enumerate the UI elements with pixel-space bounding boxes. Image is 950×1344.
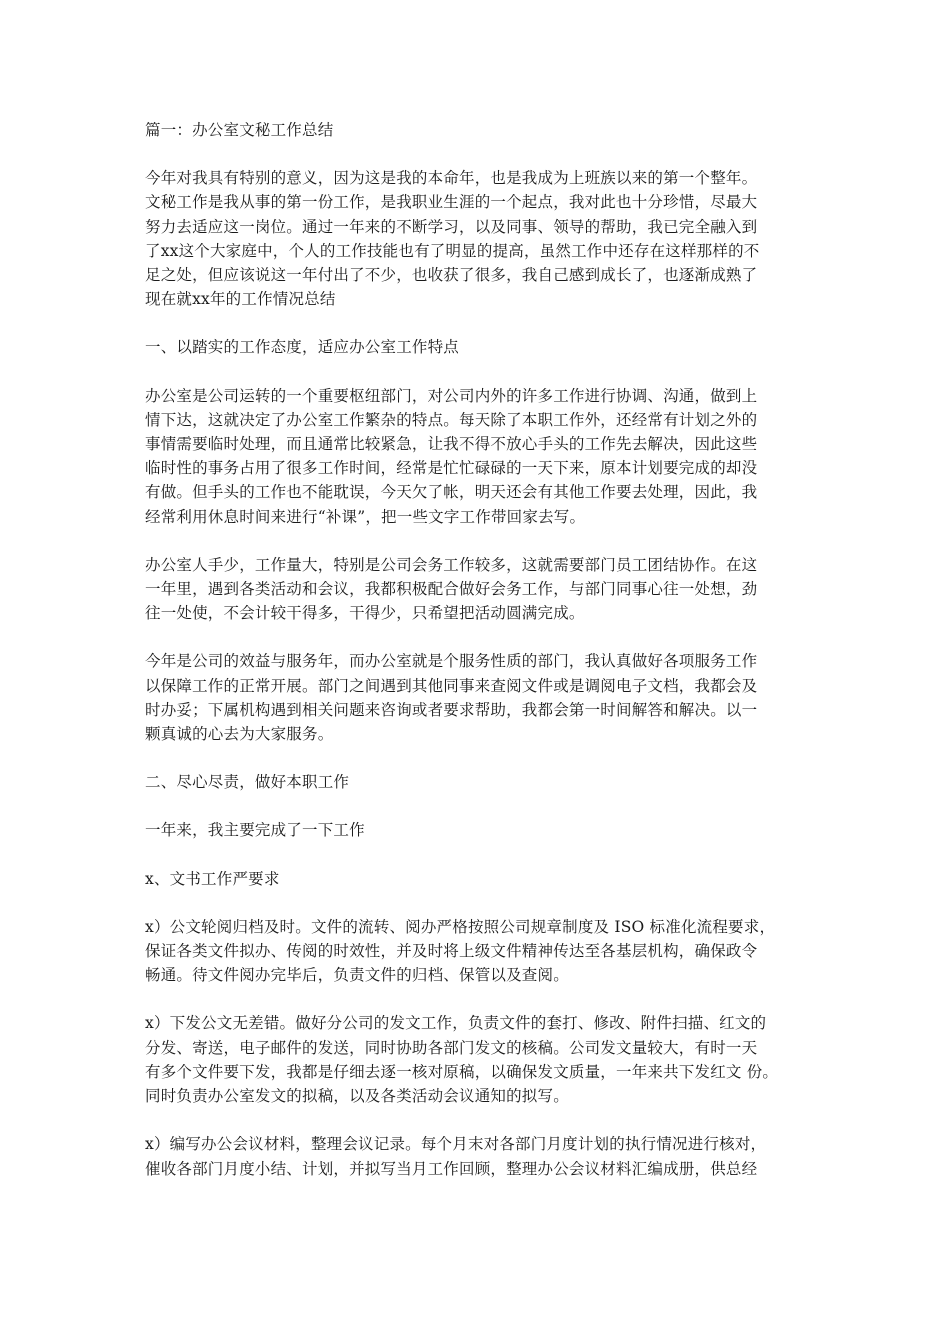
text-line: 情下达，这就决定了办公室工作繁杂的特点。每天除了本职工作外，还经常有计划之外的 — [145, 410, 758, 429]
text-line: 现在就xx年的工作情况总结 — [145, 290, 336, 309]
text-line: 临时性的事务占用了很多工作时间，经常是忙忙碌碌的一天下来，原本计划要完成的却没 — [145, 459, 758, 478]
section1-paragraph-3 — [145, 649, 805, 746]
text-line: 足之处，但应该说这一年付出了不少，也收获了很多，我自己感到成长了，也逐渐成熟了 — [145, 266, 758, 285]
text-line: 有做。但手头的工作也不能耽误，今天欠了帐，明天还会有其他工作要去处理，因此，我 — [145, 483, 758, 502]
text-line: 分发、寄送，电子邮件的发送，同时协助各部门发文的核稿。公司发文量较大，有时一天 — [145, 1038, 758, 1057]
text-line: 往一处使，不会计较干得多，干得少，只希望把活动圆满完成。 — [145, 604, 585, 623]
item-1-paragraph — [145, 915, 805, 988]
item-3-paragraph — [145, 1132, 805, 1180]
subsection-heading: x、文书工作严要求 — [145, 869, 280, 888]
text-line: 努力去适应这一岗位。通过一年来的不断学习，以及同事、领导的帮助，我已完全融入到 — [145, 217, 758, 236]
text-line: 事情需要临时处理，而且通常比较紧急，让我不得不放心手头的工作先去解决，因此这些 — [145, 435, 758, 454]
text-line: 办公室是公司运转的一个重要枢纽部门，对公司内外的许多工作进行协调、沟通，做到上 — [145, 386, 758, 405]
text-line: 时办妥；下属机构遇到相关问题来咨询或者要求帮助，我都会第一时间解答和解决。以一 — [145, 700, 758, 719]
text-line: 文秘工作是我从事的第一份工作，是我职业生涯的一个起点，我对此也十分珍惜，尽最大 — [145, 193, 758, 212]
text-line: x）公文轮阅归档及时。文件的流转、阅办严格按照公司规章制度及 ISO 标准化流程要求， — [145, 917, 776, 936]
text-line: 了xx这个大家庭中，个人的工作技能也有了明显的提高，虽然工作中还存在这样那样的不 — [145, 241, 760, 260]
section2-heading: 二、尽心尽责，做好本职工作 — [145, 773, 350, 792]
text-line: 经常利用休息时间来进行“补课”，把一些文字工作带回家去写。 — [145, 507, 586, 526]
document-title: 篇一：办公室文秘工作总结 — [145, 121, 334, 139]
document-page — [145, 118, 805, 1205]
section1-paragraph-1 — [145, 384, 805, 529]
text-line: 颗真诚的心去为大家服务。 — [145, 725, 334, 744]
section2-intro: 一年来，我主要完成了一下工作 — [145, 821, 365, 840]
text-line: 催收各部门月度小结、计划，并拟写当月工作回顾，整理办公会议材料汇编成册，供总经 — [145, 1159, 758, 1178]
text-line: 保证各类文件拟办、传阅的时效性，并及时将上级文件精神传达至各基层机构，确保政令 — [145, 942, 758, 961]
item-2-paragraph — [145, 1011, 805, 1108]
text-line: 今年对我具有特别的意义，因为这是我的本命年，也是我成为上班族以来的第一个整年。 — [145, 169, 758, 188]
text-line: x）编写办公会议材料，整理会议记录。每个月末对各部门月度计划的执行情况进行核对， — [145, 1135, 767, 1154]
section1-heading: 一、以踏实的工作态度，适应办公室工作特点 — [145, 338, 460, 357]
text-line: 一年里，遇到各类活动和会议，我都积极配合做好会务工作，与部门同事心往一处想，劲 — [145, 580, 758, 599]
section1-paragraph-2 — [145, 553, 805, 626]
text-line: 畅通。待文件阅办完毕后，负责文件的归档、保管以及查阅。 — [145, 966, 569, 985]
text-line: 以保障工作的正常开展。部门之间遇到其他同事来查阅文件或是调阅电子文档，我都会及 — [145, 676, 758, 695]
text-line: x）下发公文无差错。做好分公司的发文工作，负责文件的套打、修改、附件扫描、红文的 — [145, 1014, 767, 1033]
intro-paragraph — [145, 166, 805, 311]
text-line: 同时负责办公室发文的拟稿，以及各类活动会议通知的拟写。 — [145, 1087, 569, 1106]
text-line: 有多个文件要下发，我都是仔细去逐一核对原稿，以确保发文质量，一年来共下发红文 份。 — [145, 1062, 779, 1081]
text-line: 今年是公司的效益与服务年，而办公室就是个服务性质的部门，我认真做好各项服务工作 — [145, 652, 758, 671]
text-line: 办公室人手少，工作量大，特别是公司会务工作较多，这就需要部门员工团结协作。在这 — [145, 555, 758, 574]
